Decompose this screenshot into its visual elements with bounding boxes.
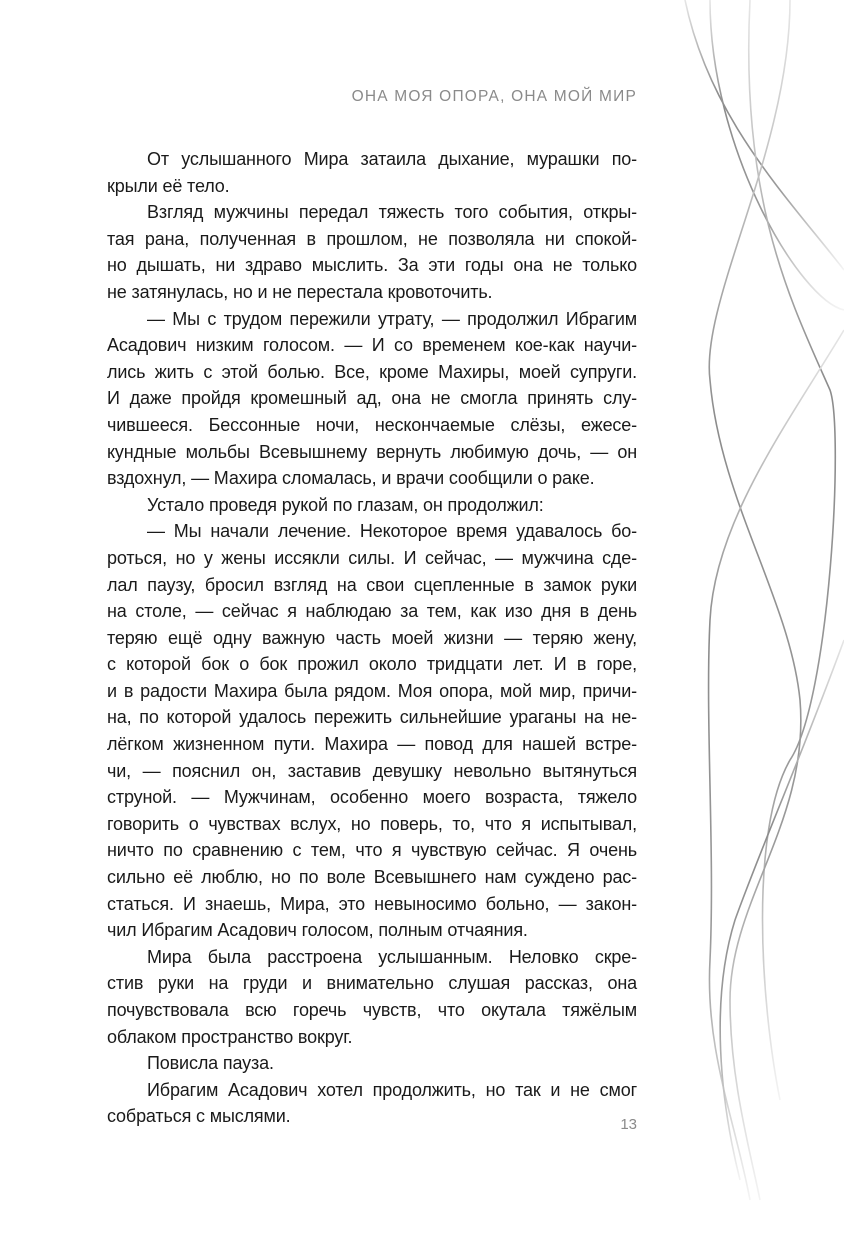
body-text bbox=[107, 146, 637, 1130]
text-line: но дышать, ни здраво мыслить. За эти годы она не только bbox=[107, 255, 637, 276]
text-line: роться, но у жены иссякли силы. И сейчас, — мужчина сде- bbox=[107, 547, 637, 568]
text-line: лись жить с этой болью. Все, кроме Махиры, моей супруги. bbox=[107, 361, 637, 382]
running-header: ОНА МОЯ ОПОРА, ОНА МОЙ МИР bbox=[351, 88, 637, 105]
text-line: собраться с мыслями. bbox=[107, 1106, 291, 1127]
text-line: вздохнул, — Махира сломалась, и врачи сообщили о раке. bbox=[107, 468, 595, 489]
curve-strand bbox=[709, 0, 801, 1200]
text-line: Асадович низким голосом. — И со временем кое-как научи- bbox=[107, 335, 637, 356]
text-line: Взгляд мужчины передал тяжесть того события, откры- bbox=[147, 202, 637, 223]
text-line: От услышанного Мира затаила дыхание, мурашки по- bbox=[147, 149, 637, 169]
text-line: облаком пространство вокруг. bbox=[107, 1026, 353, 1047]
page-number: 13 bbox=[620, 1116, 637, 1133]
text-line: крыли её тело. bbox=[107, 175, 230, 196]
text-line: струной. — Мужчинам, особенно моего возраста, тяжело bbox=[107, 787, 637, 808]
text-line: лёгком жизненном пути. Махира — повод для нашей встре- bbox=[107, 734, 637, 755]
text-line: чившееся. Бессонные ночи, нескончаемые слёзы, ежесе- bbox=[107, 414, 637, 435]
paragraph bbox=[107, 944, 637, 1050]
text-line: на, по которой удалось пережить сильнейшие ураганы на не- bbox=[107, 707, 637, 728]
curve-strand bbox=[710, 0, 844, 310]
text-line: лал паузу, бросил взгляд на свои сцепленные в замок руки bbox=[107, 574, 637, 595]
text-line: статься. И знаешь, Мира, это невыносимо больно, — закон- bbox=[107, 893, 637, 914]
paragraph bbox=[107, 146, 637, 199]
text-line: чи, — пояснил он, заставив девушку невольно вытянуться bbox=[107, 760, 637, 781]
text-line: и в радости Махира была рядом. Моя опора, мой мир, причи- bbox=[107, 680, 637, 701]
decorative-curves bbox=[640, 0, 844, 1240]
text-line: стив руки на груди и внимательно слушая рассказ, она bbox=[107, 973, 637, 994]
text-line: — Мы начали лечение. Некоторое время удавалось бо- bbox=[147, 521, 637, 542]
text-line: теряю ещё одну важную часть моей жизни — теряю жену, bbox=[107, 627, 637, 648]
paragraph bbox=[107, 518, 637, 944]
text-line: с которой бок о бок прожил около тридцати лет. И в горе, bbox=[107, 654, 637, 675]
curve-strand bbox=[685, 0, 844, 270]
text-line: на столе, — сейчас я наблюдаю за тем, как изо дня в день bbox=[107, 601, 637, 622]
text-line: Мира была расстроена услышанным. Неловко скре- bbox=[147, 946, 637, 967]
text-line: сильно её люблю, но по воле Всевышнего нам суждено рас- bbox=[107, 867, 637, 888]
text-line: не затянулась, но и не перестала кровоточить. bbox=[107, 281, 493, 302]
paragraph bbox=[107, 199, 637, 305]
text-line: Ибрагим Асадович хотел продолжить, но так и не смог bbox=[147, 1079, 637, 1100]
text-line: — Мы с трудом пережили утрату, — продолжил Ибрагим bbox=[147, 308, 637, 329]
text-line: ничто по сравнению с тем, что я чувствую сейчас. Я очень bbox=[107, 840, 637, 861]
paragraph bbox=[107, 1050, 637, 1077]
text-line: Повисла пауза. bbox=[147, 1053, 274, 1074]
paragraph bbox=[107, 306, 637, 492]
text-line: тая рана, полученная в прошлом, не позволяла ни спокой- bbox=[107, 228, 637, 249]
paragraph bbox=[107, 492, 637, 519]
text-line: И даже пройдя кромешный ад, она не смогла принять слу- bbox=[107, 388, 637, 409]
text-line: почувствовала всю горечь чувств, что окутала тяжёлым bbox=[107, 1000, 637, 1020]
text-line: кундные мольбы Всевышнему вернуть любимую дочь, — он bbox=[107, 441, 637, 462]
text-line: Устало проведя рукой по глазам, он продолжил: bbox=[147, 494, 544, 515]
paragraph bbox=[107, 1077, 637, 1130]
curve-strand bbox=[709, 330, 844, 1200]
text-line: чил Ибрагим Асадович голосом, полным отчаяния. bbox=[107, 920, 528, 941]
text-line: говорить о чувствах вслух, но поверь, то, что я испытывал, bbox=[107, 813, 637, 834]
